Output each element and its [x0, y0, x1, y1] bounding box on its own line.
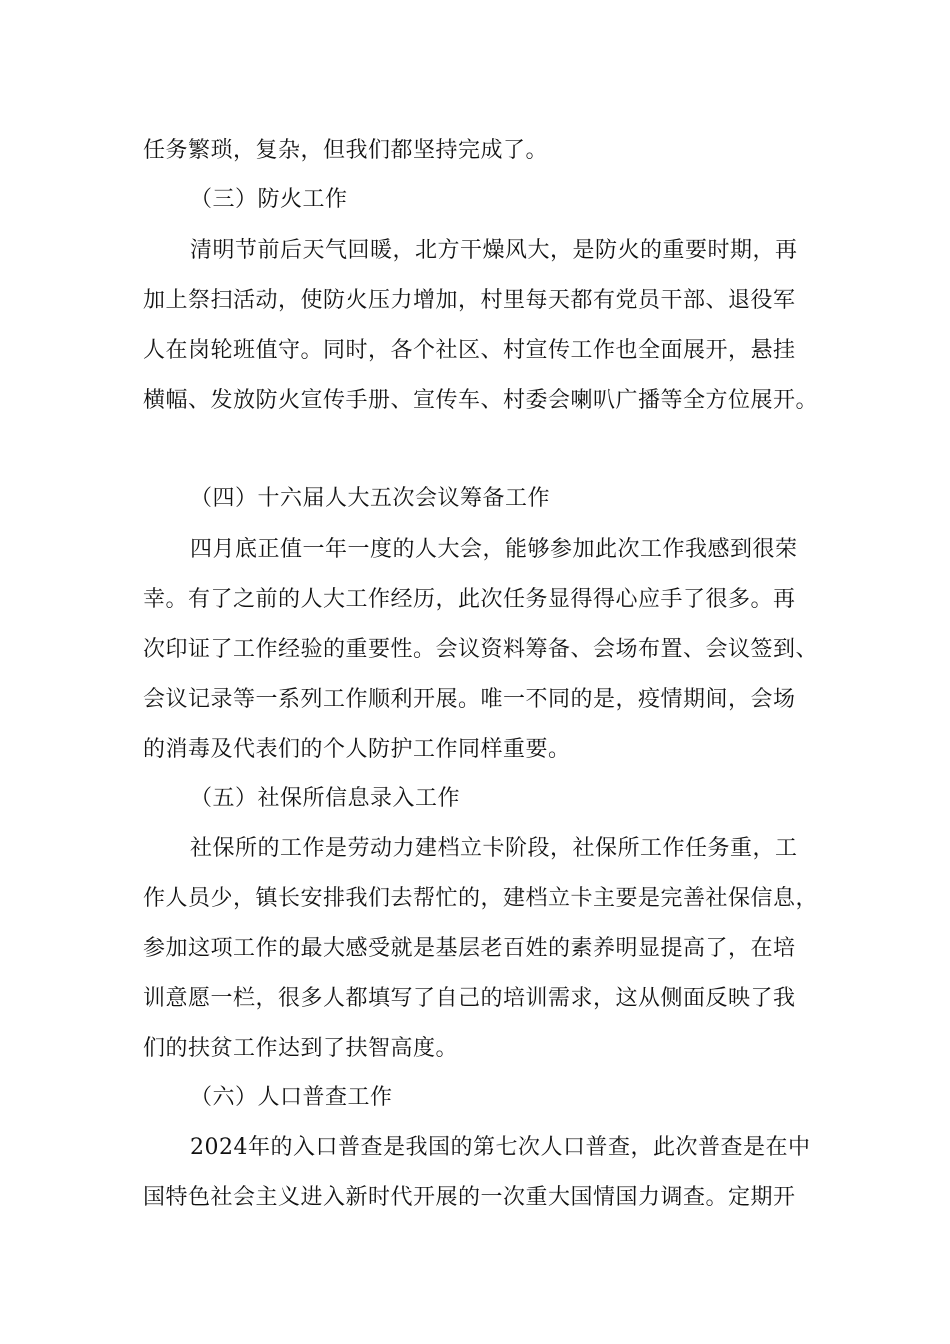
paragraph-line: 人在岗轮班值守。同时，各个社区、村宣传工作也全面展开，悬挂 [143, 338, 796, 363]
paragraph-line: 四月底正值一年一度的人大会，能够参加此次工作我感到很荣 [190, 537, 798, 562]
paragraph-line: 社保所的工作是劳动力建档立卡阶段，社保所工作任务重，工 [190, 836, 798, 861]
paragraph-line: 作人员少，镇长安排我们去帮忙的，建档立卡主要是完善社保信息， [143, 886, 819, 911]
paragraph-line: 训意愿一栏，很多人都填写了自己的培训需求，这从侧面反映了我 [143, 986, 796, 1011]
section-heading-fire-prevention: （三）防火工作 [190, 187, 348, 212]
paragraph-line: 横幅、发放防火宣传手册、宣传车、村委会喇叭广播等全方位展开。 [143, 388, 819, 413]
paragraph-line: 们的扶贫工作达到了扶智高度。 [143, 1036, 459, 1061]
paragraph-line: 幸。有了之前的人大工作经历，此次任务显得得心应手了很多。再 [143, 587, 796, 612]
paragraph-line: 国特色社会主义进入新时代开展的一次重大国情国力调查。定期开 [143, 1185, 796, 1210]
paragraph-line: 2024年的入口普查是我国的第七次人口普查，此次普查是在中 [190, 1135, 811, 1160]
section-heading-social-security: （五）社保所信息录入工作 [190, 786, 461, 811]
paragraph-line: 次印证了工作经验的重要性。会议资料筹备、会场布置、会议签到、 [143, 637, 819, 662]
paragraph-line: 参加这项工作的最大感受就是基层老百姓的素养明显提高了，在培 [143, 936, 796, 961]
section-heading-census: （六）人口普查工作 [190, 1085, 393, 1110]
paragraph-line: 会议记录等一系列工作顺利开展。唯一不同的是，疫情期间，会场 [143, 687, 796, 712]
section-heading-npc-meeting: （四）十六届人大五次会议筹备工作 [190, 486, 551, 511]
paragraph-line: 清明节前后天气回暖，北方干燥风大，是防火的重要时期，再 [190, 238, 798, 263]
paragraph-line: 的消毒及代表们的个人防护工作同样重要。 [143, 737, 571, 762]
paragraph-line: 加上祭扫活动，使防火压力增加，村里每天都有党员干部、退役军 [143, 288, 796, 313]
paragraph-line: 任务繁琐，复杂，但我们都坚持完成了。 [143, 138, 549, 163]
